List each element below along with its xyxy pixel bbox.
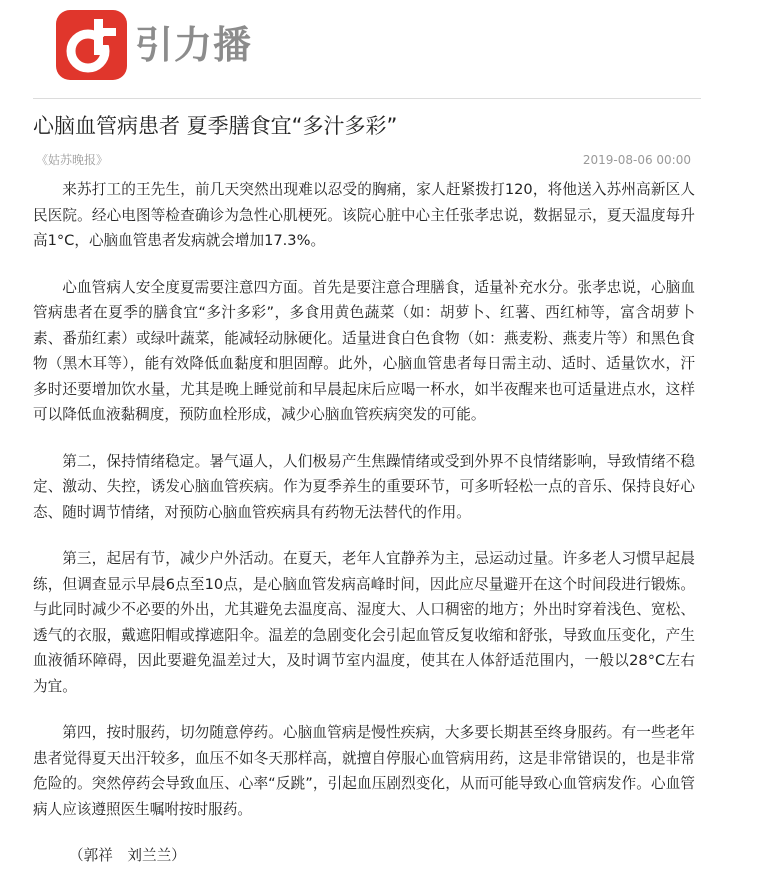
brand-name: 引力播 xyxy=(135,23,253,67)
article-date: 2019-08-06 00:00 xyxy=(582,153,691,167)
article-source-link[interactable]: 《姑苏晚报》 xyxy=(36,153,109,167)
brand-logo-icon xyxy=(56,10,127,80)
article-paragraph-5: 第四，按时服药，切勿随意停药。心脑血管病是慢性疾病，大多要长期甚至终身服药。有一些老年患者觉得夏天出汗较多，血压不如冬天那样高，就擅自停服心血管病用药，这是非常错误的，也是非常危险的。突然停药会导致血压、心率“反跳”，引起血压剧烈变化，从而可能导致心血管病发作。心血管病人应该遵照医生嘱咐按时服药。 xyxy=(33,724,695,818)
article-signature: （郭祥 刘兰兰） xyxy=(69,847,186,864)
article-paragraph-4: 第三，起居有节，减少户外活动。在夏天，老年人宜静养为主，忌运动过量。许多老人习惯早起晨练，但调查显示早晨6点至10点，是心脑血管发病高峰时间，因此应尽量避开在这个时间段进行锻炼。与此同时减少不必要的外出，尤其避免去温度高、湿度大、人口稠密的地方；外出时穿着浅色、宽松、透气的衣服，戴遮阳帽或撑遮阳伞。温差的急剧变化会引起血管反复收缩和舒张，导致血压变化，产生血液循环障碍，因此要避免温差过大，及时调节室内温度，使其在人体舒适范围内，一般以28°C左右为宜。 xyxy=(33,550,695,695)
site-header xyxy=(0,0,777,98)
article-meta xyxy=(33,149,701,171)
article xyxy=(33,111,701,869)
article-paragraph-1: 来苏打工的王先生，前几天突然出现难以忍受的胸痛，家人赶紧拨打120，将他送入苏州高新区人民医院。经心电图等检查确诊为急性心肌梗死。该院心脏中心主任张孝忠说，数据显示，夏天温度每升高1°C，心脑血管患者发病就会增加17.3%。 xyxy=(33,181,695,249)
article-paragraph-2: 心血管病人安全度夏需要注意四方面。首先是要注意合理膳食，适量补充水分。张孝忠说，心脑血管病患者在夏季的膳食宜“多汁多彩”，多食用黄色蔬菜（如：胡萝卜、红薯、西红柿等，富含胡萝卜素、番茄红素）或绿叶蔬菜，能减轻动脉硬化。适量进食白色食物（如：燕麦粉、燕麦片等）和黑色食物（黑木耳等），能有效降低血黏度和胆固醇。此外，心脑血管患者每日需主动、适时、适量饮水，汗多时还要增加饮水量，尤其是晚上睡觉前和早晨起床后应喝一杯水，如半夜醒来也可适量进点水，这样可以降低血液黏稠度，预防血栓形成，减少心脑血管疾病突发的可能。 xyxy=(33,278,695,423)
header-divider xyxy=(33,98,701,99)
article-title: 心脑血管病患者 夏季膳食宜“多汁多彩” xyxy=(33,114,398,138)
article-paragraph-3: 第二，保持情绪稳定。暑气逼人，人们极易产生焦躁情绪或受到外界不良情绪影响，导致情绪不稳定、激动、失控，诱发心脑血管疾病。作为夏季养生的重要环节，可多听轻松一点的音乐、保持良好心态、随时调节情绪，对预防心脑血管疾病具有药物无法替代的作用。 xyxy=(33,452,695,521)
brand-logo[interactable] xyxy=(56,10,252,80)
article-body xyxy=(33,177,701,869)
